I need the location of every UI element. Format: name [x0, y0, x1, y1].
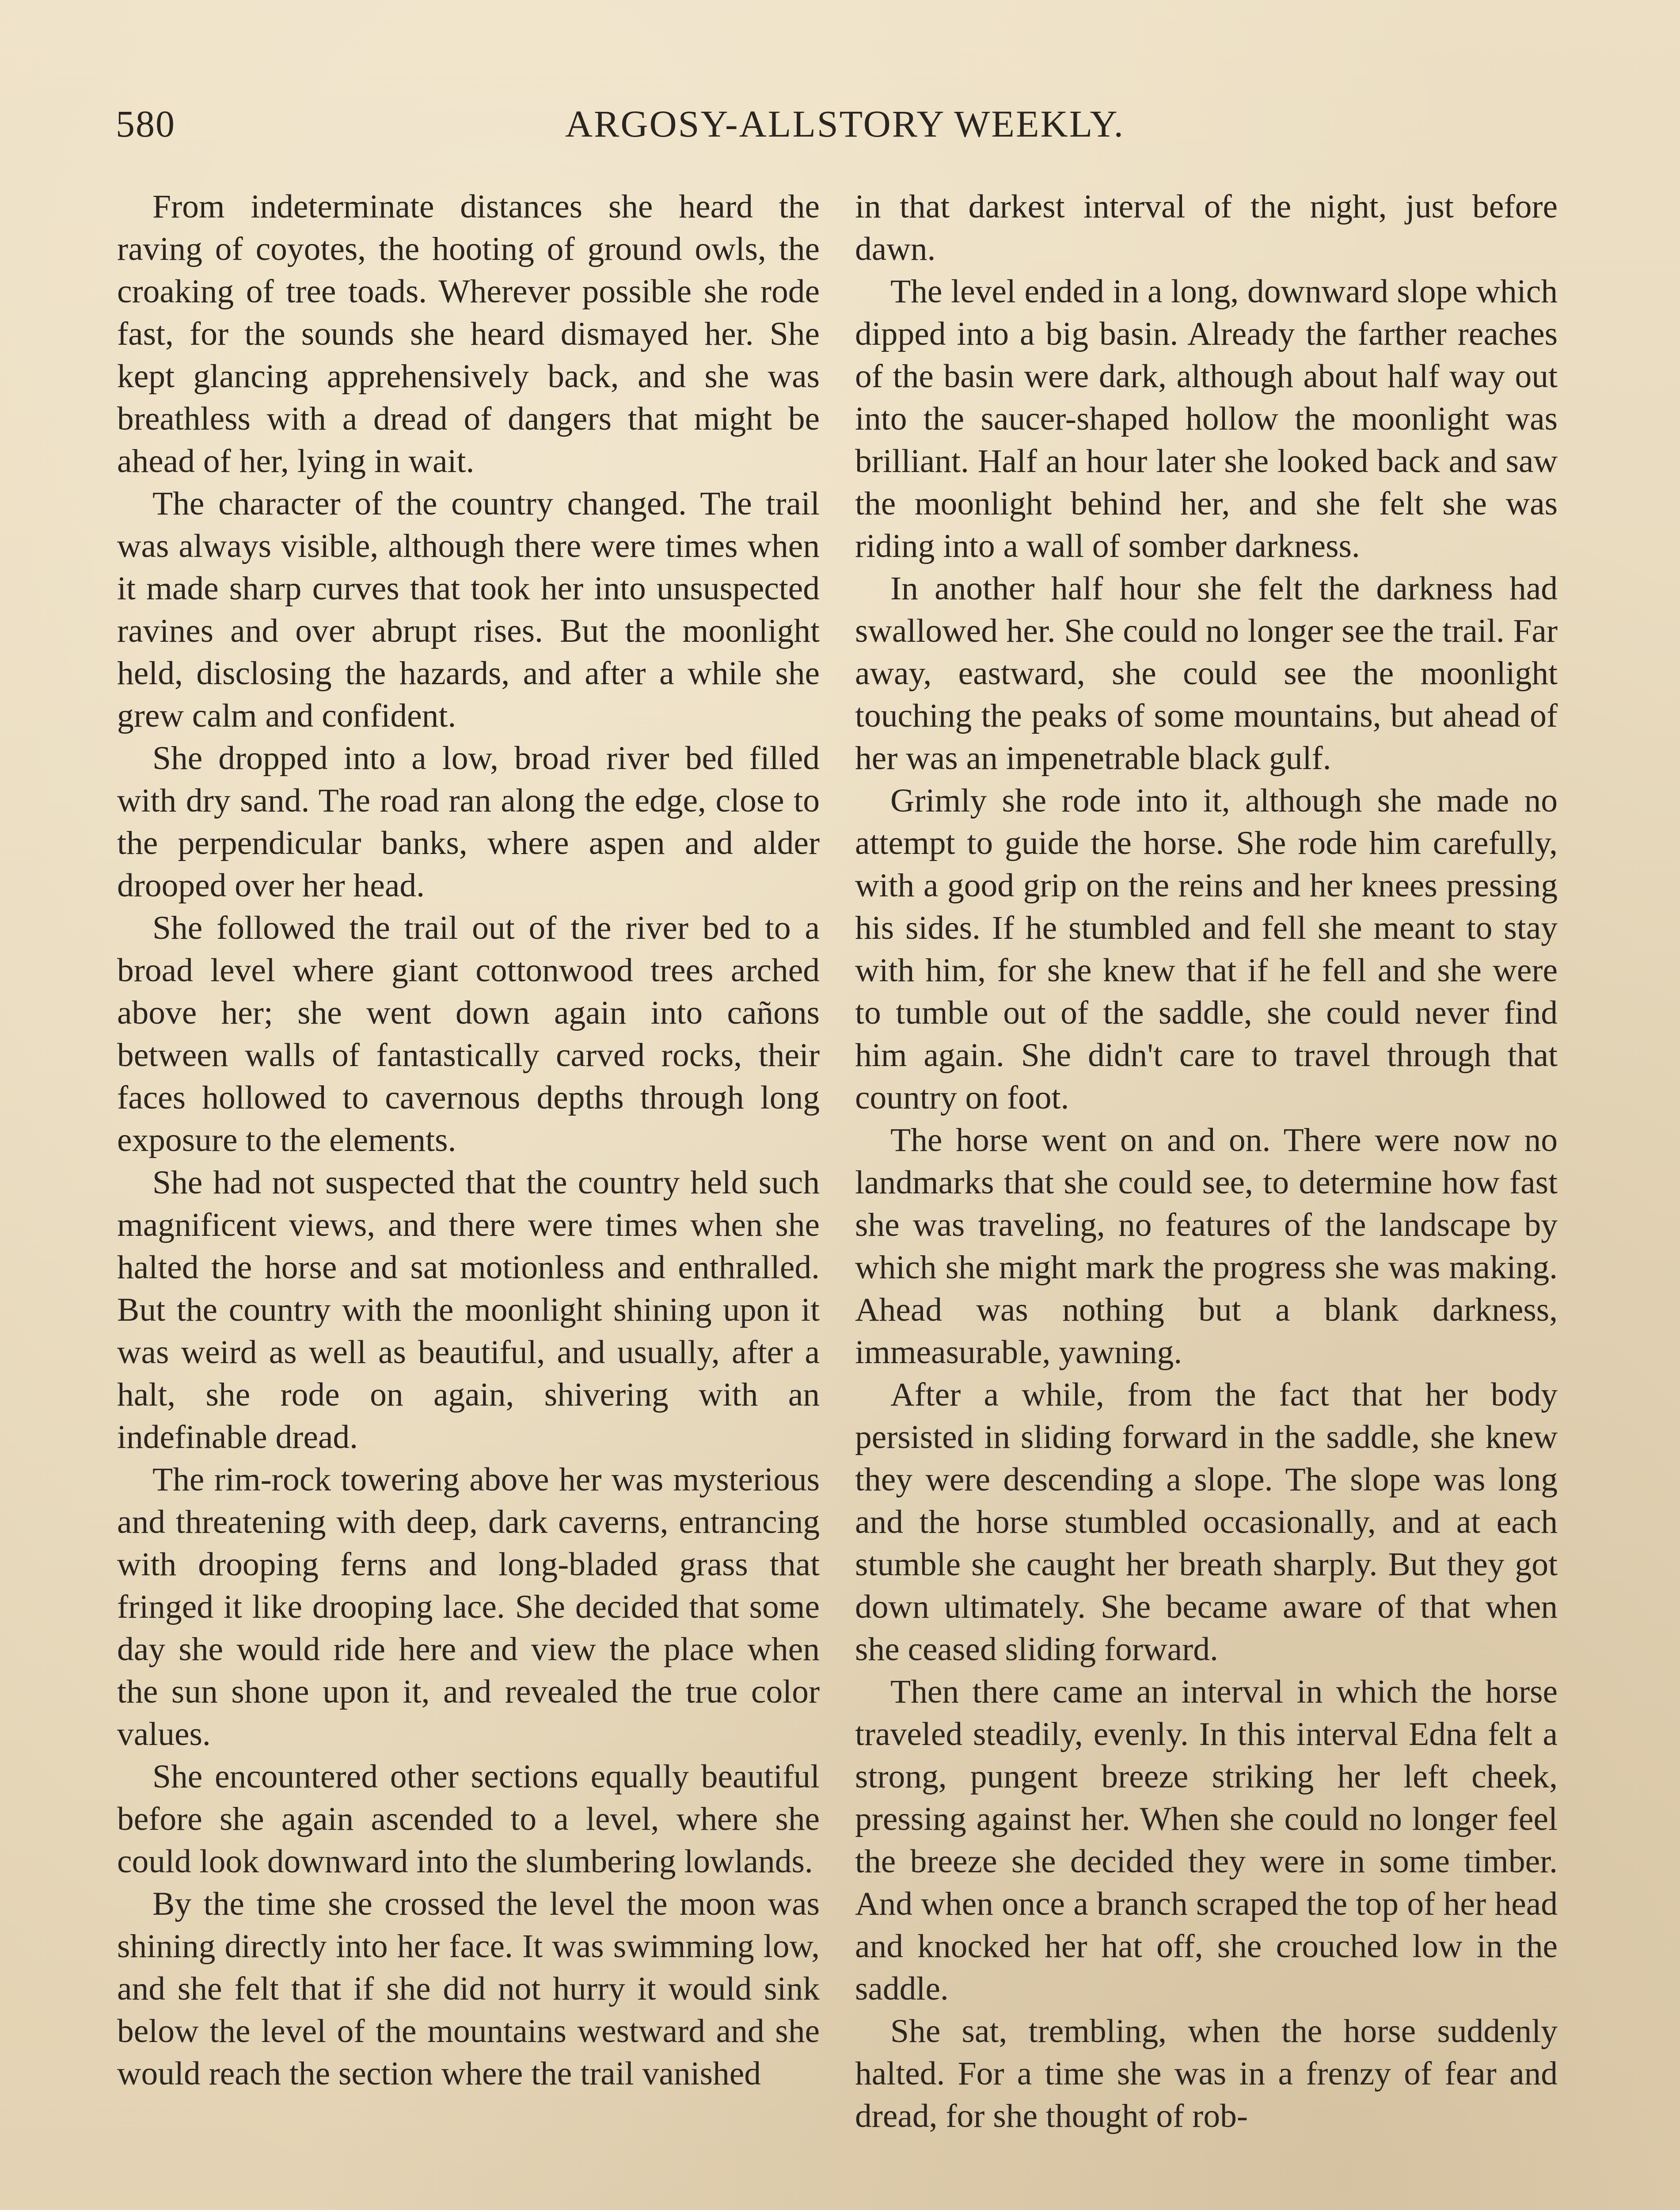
- paragraph: She had not suspected that the country held such magnificent views, and there were times when she halted the horse and sat motionless and enthralled. But the country with the moonlight shining upon it was weird as well as beautiful, and usually, after a halt, she rode on again, shivering with an indefinable dread.: [117, 1164, 820, 1456]
- continued-paragraph: in that darkest interval of the night, just before dawn.: [855, 188, 1558, 267]
- paragraph: She followed the trail out of the river bed to a broad level where giant cottonwood trees arched above her; she went down again into cañons between walls of fantastically carved rocks, their faces hollowed to cavernous depths through long exposure to the elements.: [117, 910, 820, 1158]
- paragraph: In another half hour she felt the darkness had swallowed her. She could no longer see the trail. Far away, eastward, she could see the moonlight touching the peaks of some mountains, but ahead of her was an impenetrable black gulf.: [855, 570, 1558, 777]
- paragraph: She sat, trembling, when the horse suddenly halted. For a time she was in a frenzy of fear and dread, for she thought of rob-: [855, 2013, 1558, 2134]
- paragraph: After a while, from the fact that her body persisted in sliding forward in the saddle, she knew they were descending a slope. The slope was long and the horse stumbled occasionally, and at each stumble she caught her breath sharply. But they got down ultimately. She became aware of that when she ceased sliding forward.: [855, 1376, 1558, 1668]
- right-column: [855, 186, 1558, 2138]
- page-header: [116, 102, 1574, 155]
- paragraph: The rim-rock towering above her was mysterious and threatening with deep, dark caverns, entrancing with drooping ferns and long-bladed grass that fringed it like drooping lace. She decided that some day she would ride here and view the place when the sun shone upon it, and revealed the true color values.: [117, 1461, 820, 1753]
- paragraph: The character of the country changed. The trail was always visible, although there were times when it made sharp curves that took her into unsuspected ravines and over abrupt rises. But the moonlight held, disclosing the hazards, and after a while she grew calm and confident.: [117, 485, 820, 734]
- page-number: 580: [116, 103, 175, 145]
- paragraph: The level ended in a long, downward slope which dipped into a big basin. Already the farther reaches of the basin were dark, although about half way out into the saucer-shaped hollow the moonlight was brilliant. Half an hour later she looked back and saw the moonlight behind her, and she felt she was riding into a wall of somber darkness.: [855, 273, 1558, 564]
- paragraph: Then there came an interval in which the horse traveled steadily, evenly. In this interval Edna felt a strong, pungent breeze striking her left cheek, pressing against her. When she could no longer feel the breeze she decided they were in some timber. And when once a branch scraped the top of her head and knocked her hat off, she crouched low in the saddle.: [855, 1673, 1558, 2007]
- paragraph: She dropped into a low, broad river bed filled with dry sand. The road ran along the edge, close to the perpendicular banks, where aspen and alder drooped over her head.: [117, 740, 820, 904]
- paragraph: By the time she crossed the level the moon was shining directly into her face. It was swimming low, and she felt that if she did not hurry it would sink below the level of the mountains westward and she would reach the section where the trail vanished: [117, 1886, 820, 2092]
- paragraph: The horse went on and on. There were now no landmarks that she could see, to determine how fast she was traveling, no features of the landscape by which she might mark the progress she was making. Ahead was nothing but a blank darkness, immeasurable, yawning.: [855, 1122, 1558, 1371]
- paragraph: She encountered other sections equally beautiful before she again ascended to a level, where she could look downward into the slumbering lowlands.: [117, 1758, 820, 1880]
- left-column: [117, 186, 820, 2095]
- paragraph: From indeterminate distances she heard the raving of coyotes, the hooting of ground owls, the croaking of tree toads. Wherever possible she rode fast, for the sounds she heard dismayed her. She kept glancing apprehensively back, and she was breathless with a dread of dangers that might be ahead of her, lying in wait.: [117, 188, 820, 480]
- running-head: ARGOSY-ALLSTORY WEEKLY.: [565, 103, 1125, 145]
- paragraph: Grimly she rode into it, although she made no attempt to guide the horse. She rode him carefully, with a good grip on the reins and her knees pressing his sides. If he stumbled and fell she meant to stay with him, for she knew that if he fell and she were to tumble out of the saddle, she could never find him again. She didn't care to travel through that country on foot.: [855, 782, 1558, 1116]
